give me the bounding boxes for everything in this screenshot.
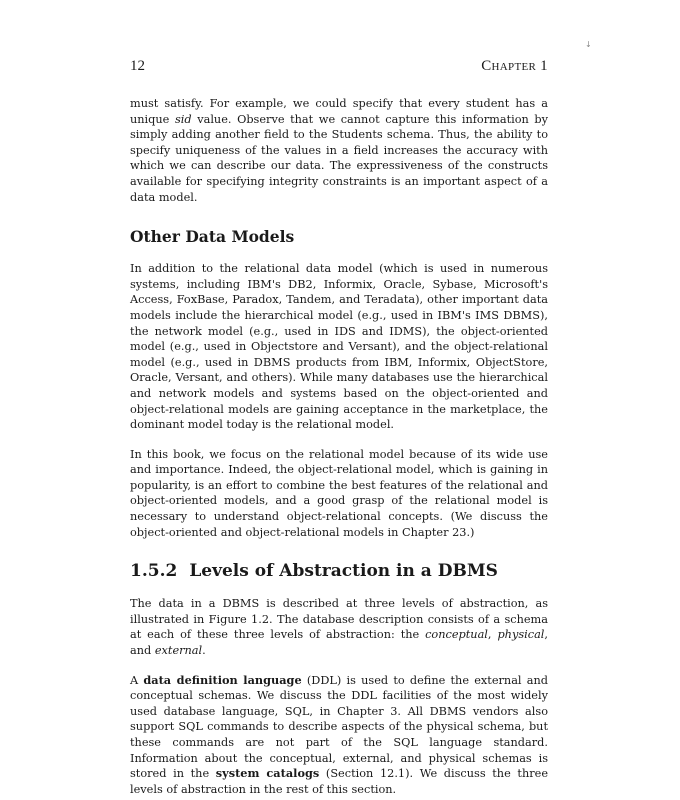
emphasis-conceptual: conceptual	[425, 628, 488, 642]
paragraph-ddl	[130, 673, 548, 798]
subsection-heading	[130, 560, 548, 582]
paragraph-integrity	[130, 96, 548, 205]
page-number: 12	[130, 58, 145, 74]
bold-term-ddl: data definition language	[143, 672, 302, 687]
chapter-label: Chapter 1	[481, 58, 548, 74]
page-header	[130, 58, 548, 78]
text-run: ,	[487, 628, 498, 642]
emphasis-physical: physical	[497, 628, 545, 642]
subsection-title: Levels of Abstraction in a DBMS	[189, 561, 498, 582]
section-heading-other-data-models: Other Data Models	[130, 227, 295, 247]
scan-mark: ↓	[585, 40, 592, 49]
text-run: (Section 12.1). We discuss the three levels of abstraction in the rest of this section.	[130, 767, 549, 796]
emphasis-sid: sid	[174, 112, 192, 126]
text-run: The data in a DBMS is described at three levels of abstraction, as illustrated in Figure 1.2. The database description consists of a schema at each of these three levels of abstraction: the	[130, 597, 548, 642]
emphasis-external: external	[154, 644, 203, 658]
text-run: must satisfy. For example, we could specify that every student has a unique	[130, 97, 548, 126]
text-run: value. Observe that we cannot capture this information by simply adding another field to the Students schema. Thus, the ability to specify uniqueness of the values in a field increases the accuracy with which we can describe our data. The expressiveness of the constructs available for specifying integrity constraints is an important aspect of a data model.	[130, 112, 548, 204]
paragraph-abstraction-levels	[130, 596, 548, 658]
text-run: A	[130, 673, 144, 687]
paragraph-other-models: In addition to the relational data model (which is used in numerous systems, including IBM's DB2, Informix, Oracle, Sybase, Microsoft's Access, FoxBase, Paradox, Tandem, and Teradata), other important data models include the hierarchical model (e.g., used in IBM's IMS DBMS), the network model (e.g., used in IDS and IDMS), the object-oriented model (e.g., used in Objectstore and Versant), and the object-relational model (e.g., used in DBMS products from IBM, Informix, ObjectStore, Oracle, Versant, and others). While many databases use the hierarchical and network models and systems based on the object-oriented and object-relational models are gaining acceptance in the marketplace, the dominant model today is the relational model.	[130, 262, 548, 432]
text-run: .	[202, 644, 206, 658]
page-body	[130, 96, 548, 797]
subsection-number: 1.5.2	[130, 561, 178, 582]
text-run: , and	[130, 628, 549, 658]
bold-term-system-catalogs: system catalogs	[215, 766, 320, 781]
paragraph-relational-focus: In this book, we focus on the relational model because of its wide use and importance. Indeed, the object-relational model, which is gaining in popularity, is an effort to combine the best features of the relational and object-oriented models, and a good grasp of the relational model is necessary to understand object-relational concepts. (We discuss the object-oriented and object-relational models in Chapter 23.)	[130, 447, 548, 539]
text-run: (DDL) is used to define the external and conceptual schemas. We discuss the DDL facilities of the most widely used database language, SQL, in Chapter 3. All DBMS vendors also support SQL commands to describe aspects of the physical schema, but these commands are not part of the SQL language standard. Information about the conceptual, external, and physical schemas is stored in the	[130, 673, 548, 781]
